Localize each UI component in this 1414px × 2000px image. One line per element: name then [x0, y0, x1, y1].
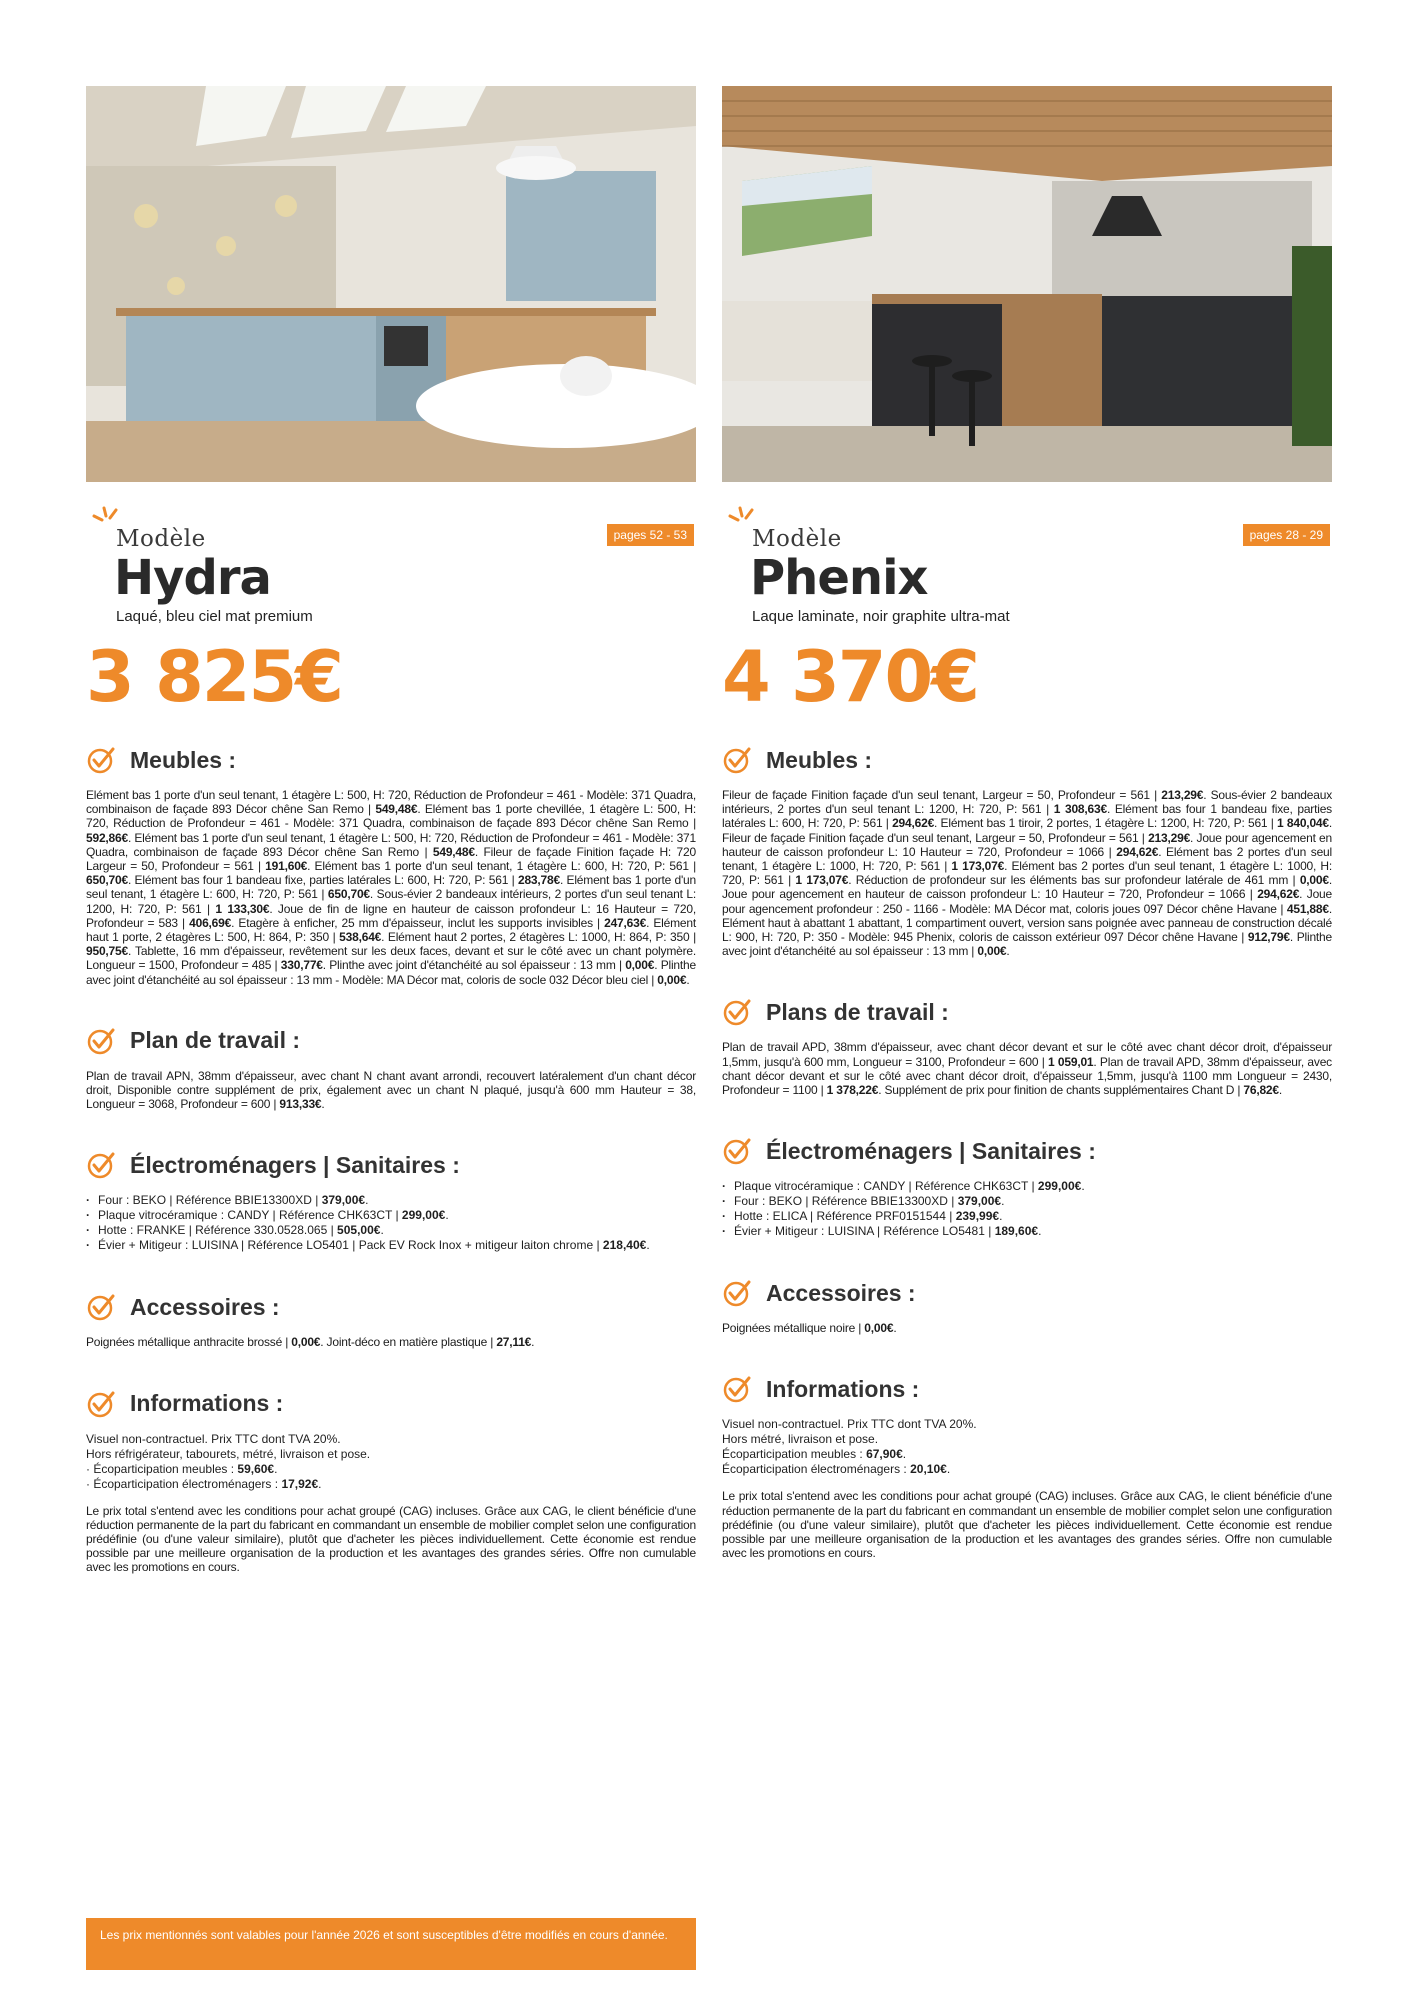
appliance-item: · Hotte : FRANKE | Référence 330.0528.065 | 505,00€. [86, 1223, 696, 1238]
price-value: 294,62€ [1116, 844, 1159, 859]
price-value: 330,77€ [280, 958, 323, 973]
price-value: 0,00€ [1299, 873, 1329, 888]
check-badge-icon [722, 997, 752, 1027]
price-value: 1 059,01 [1048, 1054, 1094, 1069]
info-line: · Écoparticipation meubles : 59,60€. [86, 1461, 278, 1476]
price-value: 1 173,07€ [795, 873, 849, 888]
price-value: 299,00€ [401, 1208, 446, 1223]
section-text: Plan de travail APD, 38mm d'épaisseur, avec chant décor devant et sur le côté avec chant décor droit, d'épaisseur 1,5mm, jusqu'à 600 mm, Longueur = 3100, Profondeur = 600 | 1 059,01. Plan de travail APD, 38mm d'épaisseur, avec chant décor devant et sur le côté avec chant décor droit, d'épaisseur 1,5mm, jusqu'à 1100 mm Longueur = 2430, Profondeur = 1100 | 1 378,22€. Supplément de prix pour finition de chants supplémentaires Chant D | 76,82€. [722, 1040, 1332, 1098]
price-value: 191,60€ [265, 859, 308, 874]
product-name: Hydra [114, 550, 271, 606]
price-value: 20,10€ [910, 1462, 947, 1477]
info-line: Hors métré, livraison et pose. [722, 1432, 879, 1447]
appliance-item: · Plaque vitrocéramique : CANDY | Référence CHK63CT | 299,00€. [722, 1179, 1332, 1194]
cag-paragraph: Le prix total s'entend avec les conditions pour achat groupé (CAG) incluses. Grâce aux CAG, le client bénéficie d'une réduction permanente de la part du fabricant en commandant un ensemble de mobilier complet selon une configuration prédéfinie (ou d'une valeur similaire), plutôt que d'acheter les pièces individuellement. Cette économie est rendue possible par une meilleure organisation de la production et les avantages des grandes séries. Offre non cumulable avec les promotions en cours. [86, 1503, 696, 1575]
check-badge-icon [722, 745, 752, 775]
modele-label: Modèle [116, 526, 206, 552]
price-value: 1 840,04€ [1277, 816, 1329, 831]
info-line: Écoparticipation électroménagers : 20,10€. [722, 1462, 951, 1477]
section-text: Poignées métallique noire | 0,00€. [722, 1321, 897, 1336]
price-value: 0,00€ [657, 972, 687, 987]
price-value: 299,00€ [1037, 1179, 1082, 1194]
section-title: Accessoires : [766, 1279, 916, 1306]
phenix-kitchen-photo [722, 86, 1332, 482]
appliance-item: · Évier + Mitigeur : LUISINA | Référence LO5481 | 189,60€. [722, 1224, 1332, 1239]
price-value: 379,00€ [957, 1194, 1002, 1209]
section-title: Plans de travail : [766, 998, 949, 1025]
price-validity-banner: Les prix mentionnés sont valables pour l'année 2026 et sont susceptibles d'être modifiés en cours d'année. [86, 1918, 696, 1970]
section-title: Accessoires : [130, 1293, 280, 1320]
price-value: 650,70€ [327, 887, 370, 902]
price-value: 27,11€ [496, 1335, 532, 1350]
section-plans-de-travail [722, 992, 1332, 1097]
pages-badge: pages 52 - 53 [607, 524, 694, 546]
appliance-list [86, 1193, 696, 1253]
price-value: 592,86€ [86, 830, 128, 845]
section-title: Électroménagers | Sanitaires : [130, 1151, 460, 1178]
price-value: 538,64€ [339, 930, 382, 945]
price-value: 1 308,63€ [1053, 802, 1107, 817]
appliance-item: · Hotte : ELICA | Référence PRF0151544 | 239,99€. [722, 1209, 1332, 1224]
product-details-phenix [722, 740, 1332, 1594]
price-value: 189,60€ [994, 1224, 1039, 1239]
price-value: 1 133,30€ [215, 901, 270, 916]
price-value: 218,40€ [602, 1238, 647, 1253]
section-electromenagers [86, 1145, 696, 1253]
product-name: Phenix [750, 550, 928, 606]
section-title: Meubles : [766, 746, 873, 773]
price-value: 0,00€ [864, 1321, 894, 1336]
section-meubles [86, 740, 696, 987]
price-value: 67,90€ [866, 1447, 903, 1462]
info-lines [722, 1417, 1332, 1477]
price-value: 950,75€ [86, 944, 128, 959]
section-title: Plan de travail : [130, 1027, 301, 1054]
price-value: 0,00€ [291, 1335, 321, 1350]
product-finish: Laque laminate, noir graphite ultra-mat [752, 608, 1010, 625]
check-badge-icon [86, 1389, 116, 1419]
price-value: 294,62€ [1257, 887, 1300, 902]
product-finish: Laqué, bleu ciel mat premium [116, 608, 313, 625]
info-lines [86, 1432, 696, 1492]
section-accessoires [722, 1273, 1332, 1335]
price-value: 294,62€ [892, 816, 935, 831]
info-line: Hors réfrigérateur, tabourets, métré, livraison et pose. [86, 1446, 371, 1461]
cag-paragraph: Le prix total s'entend avec les conditions pour achat groupé (CAG) incluses. Grâce aux CAG, le client bénéficie d'une réduction permanente de la part du fabricant en commandant un ensemble de mobilier complet selon une configuration prédéfinie (ou d'une valeur similaire), plutôt que d'acheter les pièces individuellement. Cette économie est rendue possible par une meilleure organisation de la production et les avantages des grandes séries. Offre non cumulable avec les promotions en cours. [722, 1489, 1332, 1561]
price-value: 247,63€ [604, 915, 647, 930]
product-header-hydra [86, 504, 696, 718]
price-value: 549,48€ [375, 802, 418, 817]
check-badge-icon [722, 1136, 752, 1166]
check-badge-icon [86, 1150, 116, 1180]
product-price: 3 825€ [86, 636, 342, 718]
info-line: Écoparticipation meubles : 67,90€. [722, 1447, 907, 1462]
info-line: Visuel non-contractuel. Prix TTC dont TVA 20%. [86, 1431, 341, 1446]
section-meubles [722, 740, 1332, 958]
price-value: 283,78€ [517, 873, 560, 888]
appliance-item: · Plaque vitrocéramique : CANDY | Référence CHK63CT | 299,00€. [86, 1208, 696, 1223]
price-value: 1 378,22€ [826, 1083, 879, 1098]
hydra-kitchen-photo [86, 86, 696, 482]
price-value: 379,00€ [321, 1193, 366, 1208]
pages-badge: pages 28 - 29 [1243, 524, 1330, 546]
price-value: 0,00€ [977, 944, 1007, 959]
check-badge-icon [86, 1292, 116, 1322]
section-title: Informations : [130, 1390, 284, 1417]
check-badge-icon [722, 1374, 752, 1404]
section-accessoires [86, 1287, 696, 1349]
price-value: 912,79€ [1247, 930, 1290, 945]
appliance-item: · Évier + Mitigeur : LUISINA | Référence LO5401 | Pack EV Rock Inox + mitigeur laiton chrome | 218,40€. [86, 1238, 696, 1253]
modele-label: Modèle [752, 526, 842, 552]
section-text: Fileur de façade Finition façade d'un seul tenant, Largeur = 50, Profondeur = 561 | 213,29€. Sous-évier 2 bandeaux intérieurs, 2 portes d'un seul tenant L: 1200, H: 720, P: 561 | 1 308,63€. Elément bas four 1 bandeau fixe, parties latérales L: 600, H: 720, P: 561 | 294,62€. Elément bas 1 tiroir, 2 portes, 1 étagère L: 1200, H: 720, P: 561 | 1 840,04€. Fileur de façade Finition façade d'un seul tenant, Largeur = 50, Profondeur = 561 | 213,29€. Joue pour agencement en hauteur de caisson profondeur L: 10 Hauteur = 720, Profondeur = 1066 | 294,62€. Elément bas 2 portes d'un seul tenant, 1 étagère L: 1000, H: 720, P: 561 | 1 173,07€. Elément bas 2 portes d'un seul tenant, 1 étagère L: 1000, H: 720, P: 561 | 1 173,07€. Réduction de profondeur sur les éléments bas sur profondeur latérale de 461 mm | 0,00€. Joue pour agencement en hauteur de caisson profondeur L: 10 Hauteur = 720, Profondeur = 1066 | 294,62€. Joue pour agencement profondeur : 250 - 1166 - Modèle: MA Décor mat, coloris joues 097 Décor chêne Havane | 451,88€. Elément haut à abattant 1 abattant, 1 compartiment ouvert, version sans poignée avec panneau de construction décalé L: 900, H: 720, P: 350 - Modèle: 945 Phenix, coloris de caisson extérieur 097 Décor chêne Havane | 912,79€. Plinthe avec joint d'étanchéité au sol épaisseur : 13 mm | 0,00€. [722, 788, 1333, 959]
section-text: Elément bas 1 porte d'un seul tenant, 1 étagère L: 500, H: 720, Réduction de Profondeur = 461 - Modèle: 371 Quadra, combinaison de façade 893 Décor chêne San Remo | 549,48€. Elément bas 1 porte chevillée, 1 étagère L: 500, H: 720, Réduction de Profondeur = 461 - Modèle: 371 Quadra, combinaison de façade 893 Décor chêne San Remo | 592,86€. Elément bas 1 porte d'un seul tenant, 1 étagère L: 500, H: 720, Réduction de Profondeur = 461 - Modèle: 371 Quadra, combinaison de façade 893 Décor chêne San Remo | 549,48€. Fileur de façade Finition façade H: 720 Largeur = 50, Profondeur = 561 | 191,60€. Elément bas 1 porte d'un seul tenant, 1 étagère L: 600, H: 720, P: 561 | 650,70€. Elément bas four 1 bandeau fixe, parties latérales L: 600, H: 720, P: 561 | 283,78€. Elément bas 1 porte d'un seul tenant, 1 étagère L: 600, H: 720, P: 561 | 650,70€. Sous-évier 2 bandeaux intérieurs, 2 portes d'un seul tenant L: 1200, H: 720, P: 561 | 1 133,30€. Joue de fin de ligne en hauteur de caisson profondeur L: 16 Hauteur = 720, Profondeur = 583 | 406,69€. Etagère à enficher, 25 mm d'épaisseur, inclut les supports invisibles | 247,63€. Elément haut 1 porte, 2 étagères L: 500, H: 864, P: 350 | 538,64€. Elément haut 2 portes, 2 étagères L: 1000, H: 864, P: 350 | 950,75€. Tablette, 16 mm d'épaisseur, revêtement sur les deux faces, devant et sur le côté avec un chant polymère. Longueur = 1500, Profondeur = 485 | 330,77€. Plinthe avec joint d'étanchéité au sol épaisseur : 13 mm | 0,00€. Plinthe avec joint d'étanchéité au sol épaisseur : 13 mm - Modèle: MA Décor mat, coloris de socle 032 Décor bleu ciel | 0,00€. [86, 788, 697, 987]
section-title: Meubles : [130, 746, 237, 773]
section-title: Informations : [766, 1375, 920, 1402]
price-value: 406,69€ [189, 915, 232, 930]
info-line: · Écoparticipation électroménagers : 17,92€. [86, 1476, 322, 1491]
price-value: 505,00€ [337, 1223, 381, 1238]
appliance-item: · Four : BEKO | Référence BBIE13300XD | 379,00€. [722, 1194, 1332, 1209]
section-informations [86, 1384, 696, 1575]
section-text: Plan de travail APN, 38mm d'épaisseur, avec chant N chant avant arrondi, recouvert latéralement d'un chant décor droit, Disponible contre supplément de prix, également avec un chant N plaqué, jusqu'à 600 mm Hauteur = 38, Longueur = 3068, Profondeur = 600 | 913,33€. [86, 1068, 696, 1112]
section-title: Électroménagers | Sanitaires : [766, 1137, 1096, 1164]
price-value: 0,00€ [625, 958, 655, 973]
price-value: 549,48€ [432, 844, 475, 859]
price-value: 76,82€ [1243, 1083, 1279, 1098]
product-price: 4 370€ [722, 636, 978, 718]
price-value: 239,99€ [955, 1209, 1000, 1224]
check-badge-icon [722, 1278, 752, 1308]
price-value: 1 173,07€ [951, 859, 1005, 874]
price-value: 17,92€ [281, 1476, 319, 1491]
check-badge-icon [86, 1026, 116, 1056]
check-badge-icon [86, 745, 116, 775]
section-text: Poignées métallique anthracite brossé | 0,00€. Joint-déco en matière plastique | 27,11€. [86, 1335, 535, 1350]
price-value: 213,29€ [1161, 788, 1204, 802]
section-informations [722, 1369, 1332, 1560]
price-value: 650,70€ [86, 873, 128, 888]
section-plan-de-travail [86, 1021, 696, 1112]
section-electromenagers [722, 1131, 1332, 1239]
price-value: 213,29€ [1148, 830, 1191, 845]
appliance-list [722, 1179, 1332, 1239]
appliance-item: · Four : BEKO | Référence BBIE13300XD | 379,00€. [86, 1193, 696, 1208]
price-value: 451,88€ [1286, 901, 1329, 916]
product-header-phenix [722, 504, 1332, 718]
price-value: 913,33€ [279, 1097, 322, 1112]
price-value: 59,60€ [237, 1461, 275, 1476]
product-details-hydra [86, 740, 696, 1609]
info-line: Visuel non-contractuel. Prix TTC dont TVA 20%. [722, 1417, 977, 1432]
